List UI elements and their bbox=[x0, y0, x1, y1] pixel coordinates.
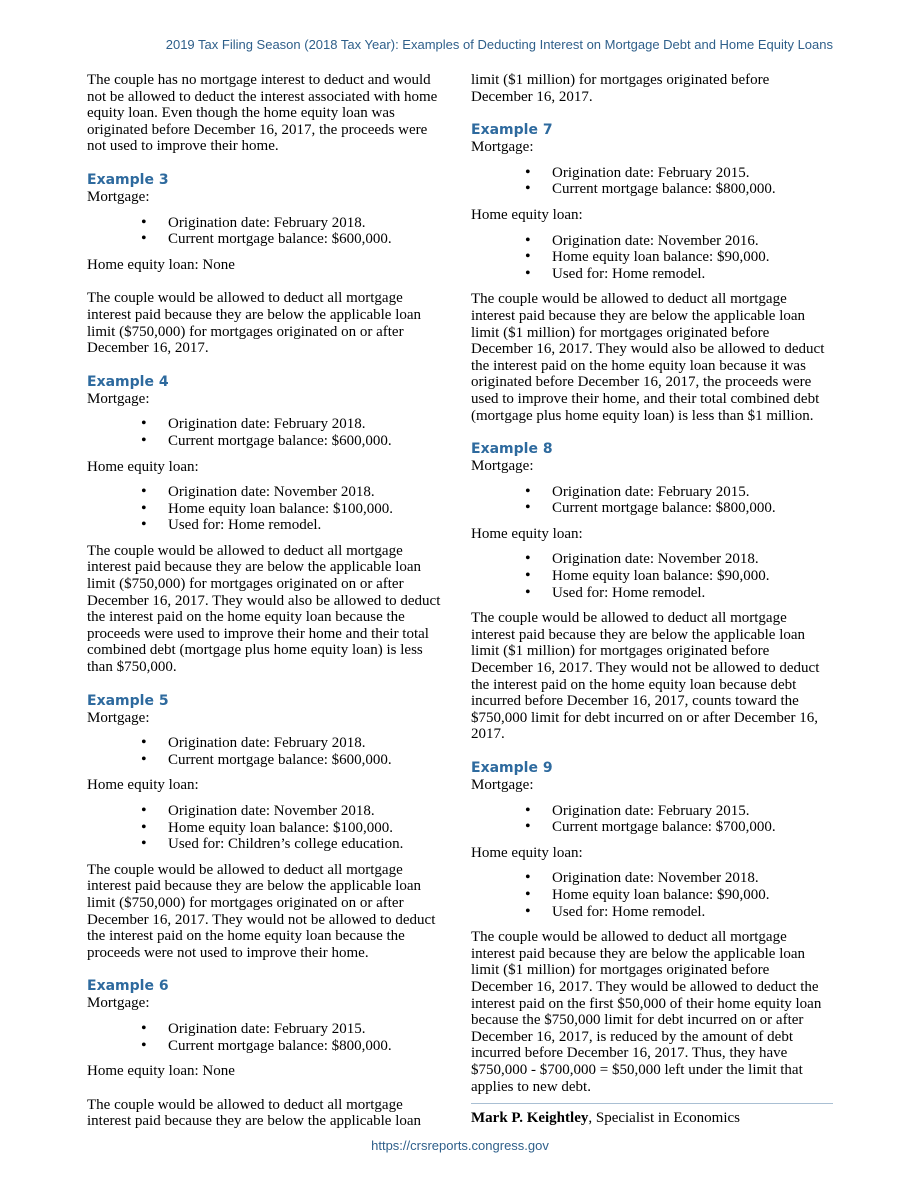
list-item: • Used for: Home remodel. bbox=[552, 585, 833, 602]
example-9-hel-list bbox=[471, 870, 833, 920]
list-item: • Current mortgage balance: $600,000. bbox=[168, 433, 443, 450]
list-item: • Current mortgage balance: $600,000. bbox=[168, 752, 443, 769]
example-6-text-part2: limit ($1 million) for mortgages originated before December 16, 2017. bbox=[471, 72, 770, 105]
list-item: • Current mortgage balance: $800,000. bbox=[552, 500, 833, 517]
mortgage-label: Mortgage: bbox=[471, 139, 534, 156]
author-divider bbox=[471, 1103, 833, 1104]
example-3-text: The couple would be allowed to deduct all mortgage interest paid because they are below the applicable loan limit ($750,000) for mortgages originated on or after December 16, 2017. bbox=[87, 290, 422, 357]
hel-label: Home equity loan: bbox=[471, 206, 583, 223]
list-item: • Origination date: February 2018. bbox=[168, 735, 443, 752]
list-item: • Used for: Home remodel. bbox=[552, 266, 833, 283]
example-7-text: The couple would be allowed to deduct all mortgage interest paid because they are below the applicable loan limit ($1 million) for mortgages originated before December 16, 2017. They would also be allowed to deduct the interest paid on the home equity loan because it was originated before December 16, 2017, the proceeds were used to improve their home, and their total combined debt (mortgage plus home equity loan) is less than $1 million. bbox=[471, 291, 825, 424]
example-8-text: The couple would be allowed to deduct all mortgage interest paid because they are below the applicable loan limit ($1 million) for mortgages originated before December 16, 2017. They would not be allowed to deduct the interest paid on the home equity loan because debt incurred before December 16, 2017, counts toward the $750,000 limit for debt incurred on or after December 16, 2017. bbox=[471, 610, 820, 743]
example-9-mortgage-list bbox=[471, 803, 833, 836]
list-item: • Origination date: February 2018. bbox=[168, 215, 443, 232]
example-9-text: The couple would be allowed to deduct all mortgage interest paid because they are below the applicable loan limit ($1 million) for mortgages originated before December 16, 2017. They would be allowed to deduct the interest paid on the first $50,000 of their home equity loan because the $750,000 limit for debt incurred on or after December 16, 2017, is reduced by the amount of debt incurred before December 16, 2017. Thus, they have $750,000 - $700,000 = $50,000 left under the limit that applies to new debt. bbox=[471, 929, 822, 1095]
list-item: • Current mortgage balance: $600,000. bbox=[168, 231, 443, 248]
list-item: • Origination date: February 2015. bbox=[552, 803, 833, 820]
example-4-hel-list bbox=[87, 484, 443, 534]
author-line bbox=[471, 1110, 833, 1127]
list-item: • Current mortgage balance: $700,000. bbox=[552, 819, 833, 836]
example-4-heading: Example 4 bbox=[87, 373, 169, 390]
mortgage-label: Mortgage: bbox=[87, 188, 150, 205]
list-item: • Used for: Home remodel. bbox=[552, 904, 833, 921]
author-title: , Specialist in Economics bbox=[588, 1110, 740, 1127]
example-5-text: The couple would be allowed to deduct all mortgage interest paid because they are below the applicable loan limit ($750,000) for mortgages originated on or after December 16, 2017. They would not be allowed to deduct the interest paid on the home equity loan because the proceeds were not used to improve their home. bbox=[87, 861, 436, 961]
list-item: • Origination date: November 2018. bbox=[168, 803, 443, 820]
example-7-mortgage-list bbox=[471, 165, 833, 198]
author-name: Mark P. Keightley bbox=[471, 1110, 589, 1127]
example-7-hel-list bbox=[471, 233, 833, 283]
example-5-hel-list bbox=[87, 803, 443, 853]
example-6-text-part1: The couple would be allowed to deduct all mortgage interest paid because they are below the applicable loan bbox=[87, 1096, 422, 1130]
list-item: • Current mortgage balance: $800,000. bbox=[552, 181, 833, 198]
list-item: • Origination date: November 2016. bbox=[552, 233, 833, 250]
mortgage-label: Mortgage: bbox=[87, 390, 150, 407]
right-column bbox=[471, 72, 833, 1127]
list-item: • Used for: Home remodel. bbox=[168, 517, 443, 534]
mortgage-label: Mortgage: bbox=[87, 995, 150, 1012]
hel-label: Home equity loan: bbox=[471, 525, 583, 542]
list-item: • Origination date: February 2015. bbox=[552, 165, 833, 182]
example-4-mortgage-list bbox=[87, 416, 443, 449]
hel-label: Home equity loan: bbox=[471, 844, 583, 861]
running-header: 2019 Tax Filing Season (2018 Tax Year): Examples of Deducting Interest on Mortgage Debt and Home Equity Loans bbox=[165, 37, 833, 52]
example-3-heading: Example 3 bbox=[87, 171, 169, 188]
list-item: • Origination date: November 2018. bbox=[552, 551, 833, 568]
list-item: • Home equity loan balance: $100,000. bbox=[168, 820, 443, 837]
left-column bbox=[87, 72, 443, 1130]
example-8-heading: Example 8 bbox=[471, 441, 553, 458]
example-6-mortgage-list bbox=[87, 1021, 443, 1054]
list-item: • Origination date: February 2018. bbox=[168, 416, 443, 433]
list-item: • Home equity loan balance: $90,000. bbox=[552, 568, 833, 585]
mortgage-label: Mortgage: bbox=[471, 458, 534, 475]
example-5-heading: Example 5 bbox=[87, 692, 169, 709]
mortgage-label: Mortgage: bbox=[471, 777, 534, 793]
list-item: • Home equity loan balance: $100,000. bbox=[168, 501, 443, 518]
hel-label: Home equity loan: bbox=[87, 777, 199, 794]
list-item: • Origination date: February 2015. bbox=[168, 1021, 443, 1038]
example-3-mortgage-list bbox=[87, 215, 443, 248]
list-item: • Origination date: November 2018. bbox=[552, 870, 833, 887]
footer-url[interactable]: https://crsreports.congress.gov bbox=[371, 1138, 549, 1153]
example-8-hel-list bbox=[471, 551, 833, 601]
example-6-heading: Example 6 bbox=[87, 978, 169, 995]
list-item: • Origination date: February 2015. bbox=[552, 484, 833, 501]
intro-paragraph: The couple has no mortgage interest to deduct and would not be allowed to deduct the interest associated with home equity loan. Even though the home equity loan was originated before December 16, 2017, the proceeds were not used to improve their home. bbox=[87, 72, 438, 155]
example-8-mortgage-list bbox=[471, 484, 833, 517]
example-4-text: The couple would be allowed to deduct all mortgage interest paid because they are below the applicable loan limit ($750,000) for mortgages originated on or after December 16, 2017. They would also be allowed to deduct the interest paid on the home equity loan because the proceeds were used to improve their home and their total combined debt (mortgage plus home equity loan) is less than $750,000. bbox=[87, 542, 441, 676]
example-6-hel-none: Home equity loan: None bbox=[87, 1063, 235, 1080]
list-item: • Current mortgage balance: $800,000. bbox=[168, 1038, 443, 1055]
list-item: • Used for: Children’s college education. bbox=[168, 836, 443, 853]
list-item: • Home equity loan balance: $90,000. bbox=[552, 887, 833, 904]
list-item: • Home equity loan balance: $90,000. bbox=[552, 249, 833, 266]
mortgage-label: Mortgage: bbox=[87, 709, 150, 726]
example-3-hel-none: Home equity loan: None bbox=[87, 256, 235, 273]
hel-label: Home equity loan: bbox=[87, 458, 199, 475]
example-7-heading: Example 7 bbox=[471, 122, 553, 139]
example-5-mortgage-list bbox=[87, 735, 443, 768]
example-9-heading: Example 9 bbox=[471, 760, 553, 776]
list-item: • Origination date: November 2018. bbox=[168, 484, 443, 501]
